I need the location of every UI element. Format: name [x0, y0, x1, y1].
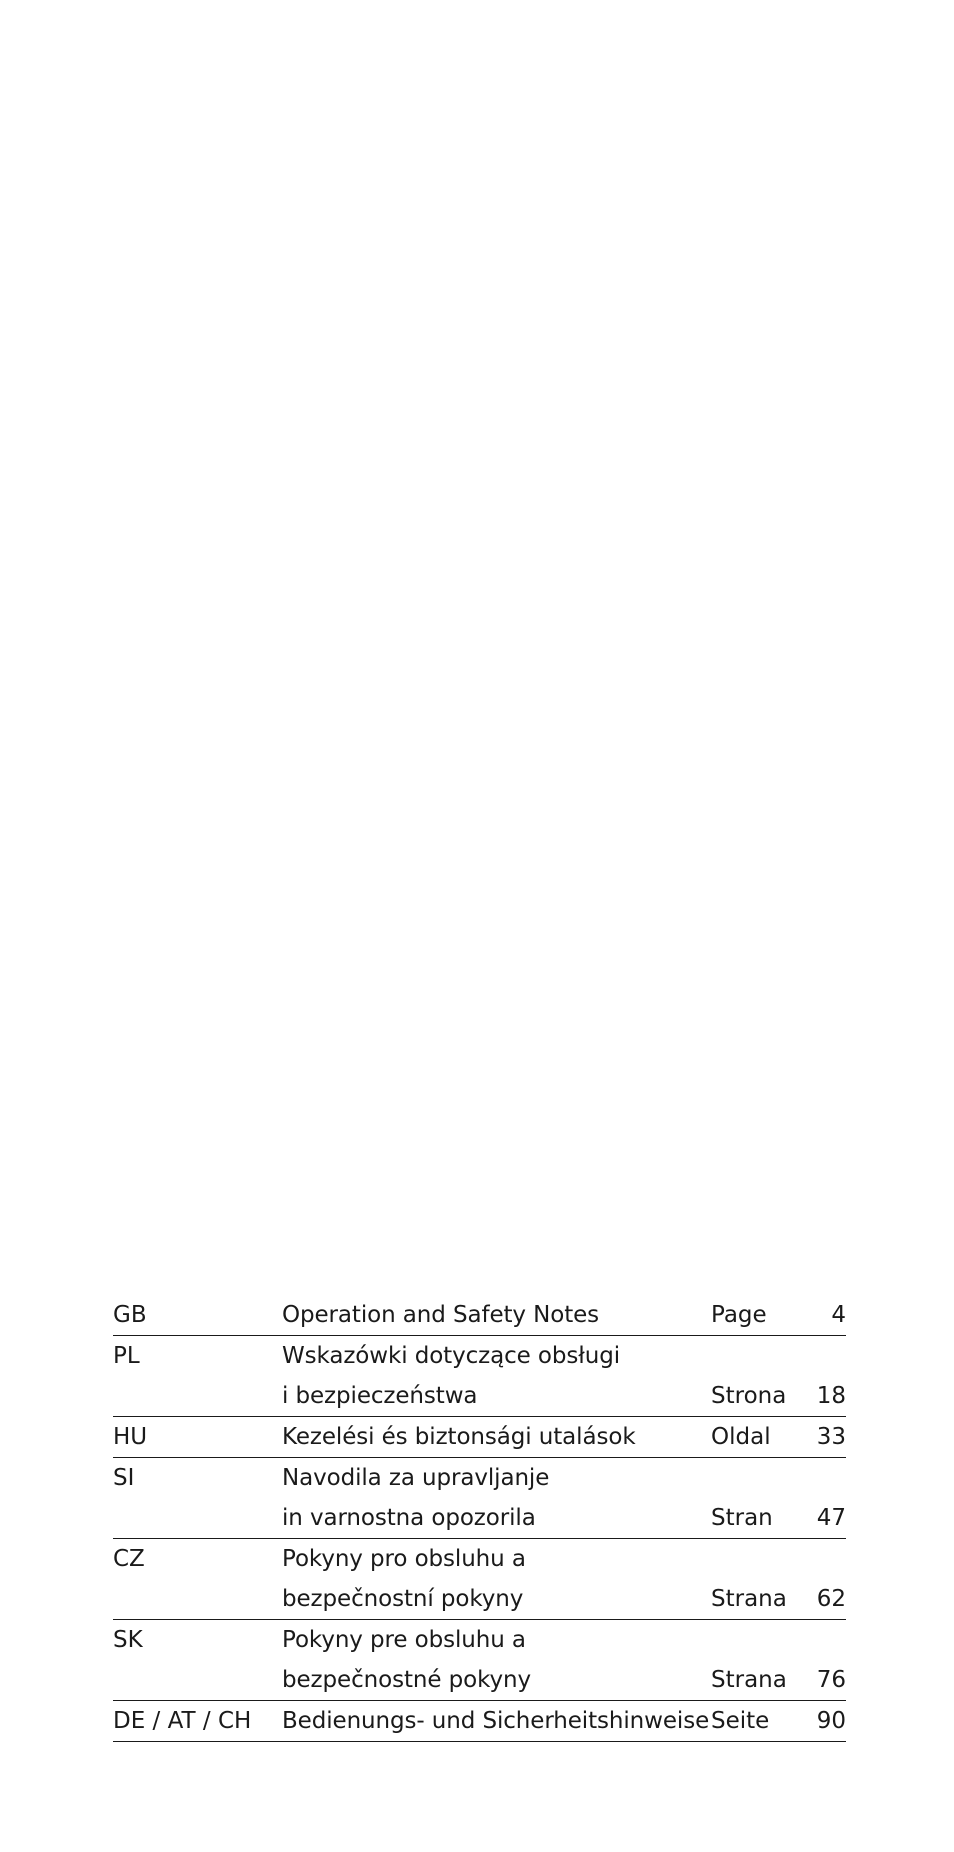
toc-line	[113, 1579, 846, 1619]
table-of-contents	[113, 1295, 846, 1742]
section-title-continued: in varnostna opozorila	[282, 1505, 536, 1531]
section-title: Wskazówki dotyczące obsługi	[282, 1343, 620, 1369]
page-number: 76	[816, 1667, 846, 1693]
page-number: 33	[816, 1424, 846, 1450]
toc-entry-pl[interactable]	[113, 1336, 846, 1417]
toc-line	[113, 1539, 846, 1579]
page-number: 62	[816, 1586, 846, 1612]
page-label: Strana	[711, 1667, 787, 1693]
language-code: GB	[113, 1302, 147, 1328]
language-code: SI	[113, 1465, 135, 1491]
section-title-continued: bezpečnostní pokyny	[282, 1586, 524, 1612]
language-code: SK	[113, 1627, 143, 1653]
language-code: CZ	[113, 1546, 145, 1572]
toc-entry-gb[interactable]	[113, 1295, 846, 1336]
toc-entry-sk[interactable]	[113, 1620, 846, 1701]
page-label: Seite	[711, 1708, 770, 1734]
section-title: Pokyny pro obsluhu a	[282, 1546, 526, 1572]
page-label: Strona	[711, 1383, 787, 1409]
section-title: Kezelési és biztonsági utalások	[282, 1424, 636, 1450]
section-title-continued: i bezpieczeństwa	[282, 1383, 478, 1409]
toc-line	[113, 1336, 846, 1376]
toc-line	[113, 1458, 846, 1498]
page-number: 18	[816, 1383, 846, 1409]
section-title: Bedienungs- und Sicherheitshinweise	[282, 1708, 710, 1734]
toc-entry-cz[interactable]	[113, 1539, 846, 1620]
toc-line	[113, 1295, 846, 1335]
page-number: 4	[831, 1302, 846, 1328]
page-number: 90	[816, 1708, 846, 1734]
language-code: DE / AT / CH	[113, 1708, 252, 1734]
page-number: 47	[816, 1505, 846, 1531]
toc-line	[113, 1498, 846, 1538]
section-title-continued: bezpečnostné pokyny	[282, 1667, 531, 1693]
toc-entry-hu[interactable]	[113, 1417, 846, 1458]
toc-line	[113, 1701, 846, 1741]
page-label: Stran	[711, 1505, 773, 1531]
toc-line	[113, 1620, 846, 1660]
toc-line	[113, 1660, 846, 1700]
page-label: Page	[711, 1302, 767, 1328]
page-label: Strana	[711, 1586, 787, 1612]
toc-line	[113, 1376, 846, 1416]
section-title: Navodila za upravljanje	[282, 1465, 550, 1491]
section-title: Pokyny pre obsluhu a	[282, 1627, 526, 1653]
language-code: HU	[113, 1424, 148, 1450]
page-label: Oldal	[711, 1424, 771, 1450]
toc-line	[113, 1417, 846, 1457]
section-title: Operation and Safety Notes	[282, 1302, 600, 1328]
language-code: PL	[113, 1343, 140, 1369]
toc-entry-si[interactable]	[113, 1458, 846, 1539]
toc-entry-de-at-ch[interactable]	[113, 1701, 846, 1742]
